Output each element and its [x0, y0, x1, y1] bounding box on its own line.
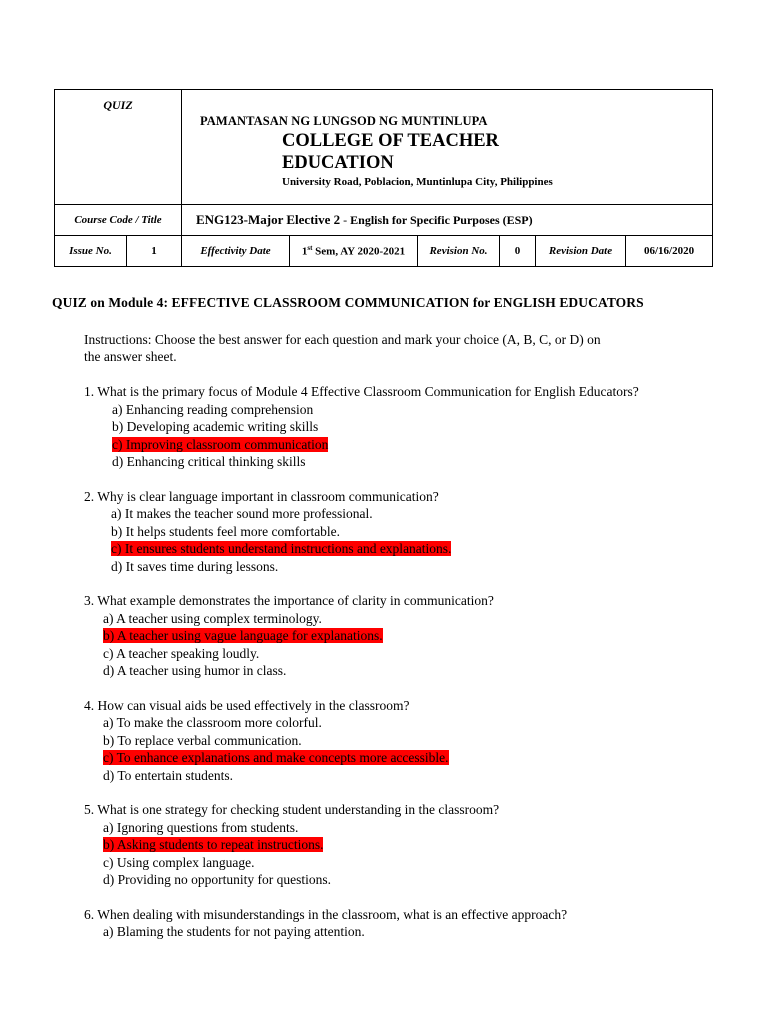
option-c[interactable]: [84, 540, 744, 558]
course-title: English for Specific Purposes (ESP): [350, 213, 533, 227]
college-name-line1: COLLEGE OF TEACHER: [282, 131, 499, 151]
course-code: ENG123-Major Elective 2: [196, 212, 341, 227]
highlighted-answer: b) A teacher using vague language for explanations.: [103, 628, 383, 643]
option-c[interactable]: [84, 854, 744, 872]
question-list: [84, 383, 744, 958]
option-text: c) A teacher speaking loudly.: [103, 645, 260, 661]
question-text: 5. What is one strategy for checking student understanding in the classroom?: [84, 802, 500, 817]
option-d[interactable]: [84, 662, 744, 680]
option-text: d) Enhancing critical thinking skills: [112, 454, 306, 469]
option-d[interactable]: [84, 558, 744, 576]
question-2: [84, 488, 744, 576]
option-text: d) Providing no opportunity for questions.: [103, 872, 331, 887]
revision-date-label: Revision Date: [536, 236, 626, 267]
option-a[interactable]: [84, 610, 744, 628]
option-b[interactable]: [84, 523, 744, 541]
option-b[interactable]: [84, 836, 744, 854]
question-4: [84, 697, 744, 785]
highlighted-answer: c) It ensures students understand instructions and explanations.: [111, 541, 452, 556]
option-text: c) Using complex language.: [103, 854, 255, 870]
quiz-label: QUIZ: [55, 90, 182, 205]
question-6: [84, 906, 744, 941]
question-5: [84, 801, 744, 889]
option-a[interactable]: [84, 401, 744, 419]
option-text: a) It makes the teacher sound more professional.: [111, 506, 373, 521]
question-text: 3. What example demonstrates the importance of clarity in communication?: [84, 593, 494, 608]
highlighted-answer: c) Improving classroom communication: [112, 436, 329, 452]
question-text: 4. How can visual aids be used effectively in the classroom?: [84, 697, 410, 713]
option-a[interactable]: [84, 505, 744, 523]
option-a[interactable]: [84, 923, 744, 941]
option-text: a) Blaming the students for not paying attention.: [103, 924, 365, 939]
highlighted-answer: b) Asking students to repeat instructions.: [103, 837, 324, 852]
issue-label: Issue No.: [55, 236, 127, 267]
instructions-line2: the answer sheet.: [84, 349, 177, 364]
option-text: b) To replace verbal communication.: [103, 732, 302, 748]
question-3: [84, 592, 744, 680]
quiz-title: QUIZ on Module 4: EFFECTIVE CLASSROOM COMMUNICATION for ENGLISH EDUCATORS: [52, 295, 644, 310]
option-text: b) It helps students feel more comfortable.: [111, 523, 341, 539]
college-name-line2: EDUCATION: [282, 153, 394, 173]
revision-label: Revision No.: [418, 236, 500, 267]
college-name: [282, 130, 499, 174]
effectivity-sup: st: [307, 244, 313, 253]
effectivity-num: 1: [301, 245, 308, 258]
option-a[interactable]: [84, 819, 744, 837]
effectivity-rest: Sem, AY 2020-2021: [312, 245, 406, 258]
course-value: [182, 205, 713, 236]
instructions-line1: Instructions: Choose the best answer for each question and mark your choice (A, B, C, or D) on: [84, 332, 601, 347]
course-separator: -: [340, 213, 351, 227]
option-d[interactable]: [84, 767, 744, 785]
highlighted-answer: c) To enhance explanations and make concepts more accessible.: [103, 750, 449, 765]
option-c[interactable]: [84, 645, 744, 663]
option-text: d) To entertain students.: [103, 767, 234, 783]
question-text: 6. When dealing with misunderstandings in the classroom, what is an effective approach?: [84, 906, 568, 922]
option-text: a) Ignoring questions from students.: [103, 819, 299, 835]
question-text: 1. What is the primary focus of Module 4 Effective Classroom Communication for English Educators?: [84, 384, 639, 399]
option-b[interactable]: [84, 418, 744, 436]
effectivity-label: Effectivity Date: [182, 236, 290, 267]
revision-value: 0: [500, 236, 536, 267]
address: University Road, Poblacion, Muntinlupa City, Philippines: [282, 176, 553, 188]
instructions: [84, 331, 704, 365]
option-c[interactable]: [84, 749, 744, 767]
option-b[interactable]: [84, 627, 744, 645]
option-d[interactable]: [84, 453, 744, 471]
option-text: b) Developing academic writing skills: [112, 419, 319, 434]
document-header-table: [54, 89, 713, 267]
option-text: d) It saves time during lessons.: [111, 558, 279, 574]
option-text: a) Enhancing reading comprehension: [112, 401, 314, 417]
revision-date-value: 06/16/2020: [626, 236, 713, 267]
option-a[interactable]: [84, 714, 744, 732]
course-label: Course Code / Title: [55, 205, 182, 236]
question-1: [84, 383, 744, 471]
question-text: 2. Why is clear language important in classroom communication?: [84, 488, 439, 504]
option-c[interactable]: [84, 436, 744, 454]
option-text: a) To make the classroom more colorful.: [103, 715, 322, 730]
option-d[interactable]: [84, 871, 744, 889]
option-text: d) A teacher using humor in class.: [103, 663, 287, 678]
effectivity-value: [290, 236, 418, 267]
issue-value: 1: [127, 236, 182, 267]
option-text: a) A teacher using complex terminology.: [103, 610, 322, 626]
university-name: PAMANTASAN NG LUNGSOD NG MUNTINLUPA: [200, 114, 488, 128]
institution-block: [182, 90, 713, 205]
option-b[interactable]: [84, 732, 744, 750]
